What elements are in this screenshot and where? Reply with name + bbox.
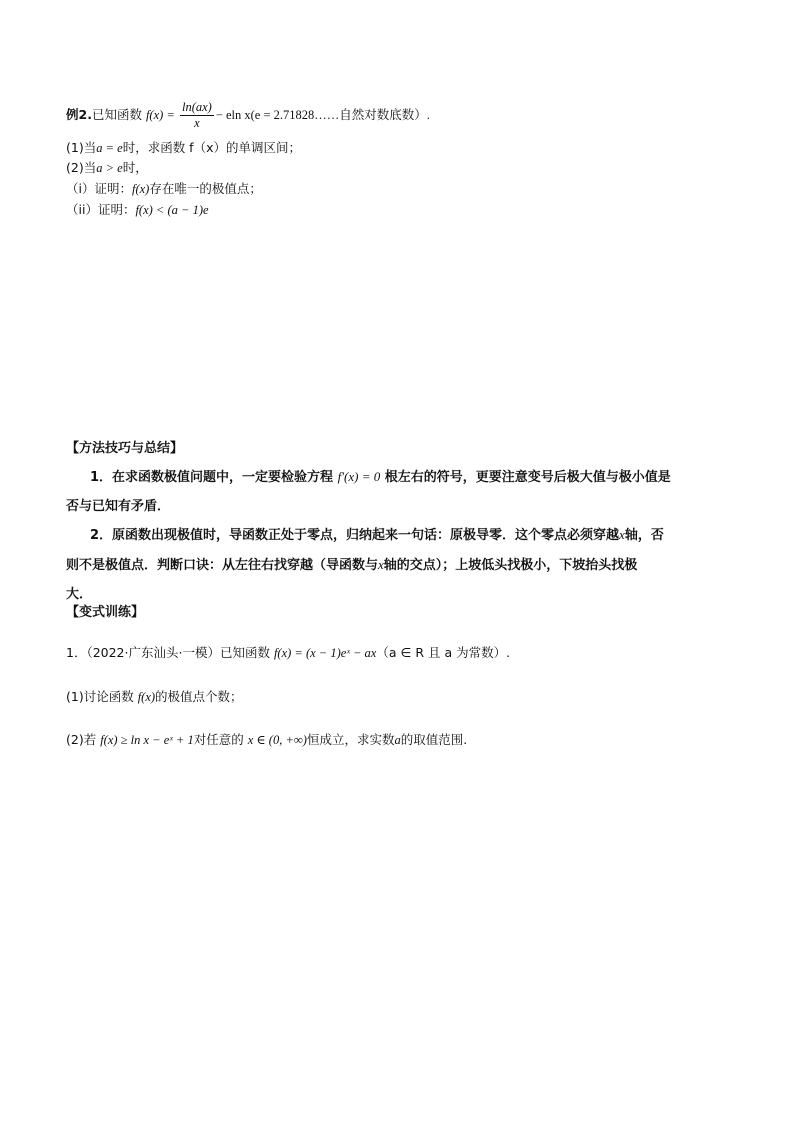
example-label: 例2. [66, 107, 92, 122]
q1-condition: （a ∈ R 且 a 为常数）. [376, 645, 511, 660]
item1-equation: f′(x) = 0 [337, 469, 381, 484]
item2-text-a: 2．原函数出现极值时，导函数正处于零点，归纳起来一句话：原极导零．这个零点必须穿越 [90, 528, 620, 543]
q1-p2-inequality: f(x) ≥ ln x − eˣ + 1 [100, 733, 194, 747]
item1-text-c: 否与已知有矛盾． [66, 499, 171, 514]
method-item-1 [66, 462, 726, 521]
example-stem-prefix: 已知函数 [91, 107, 146, 122]
part2-prefix: (2)当 [66, 160, 97, 175]
example-sub-i [66, 180, 262, 198]
q1-p2-domain: x ∈ (0, +∞) [247, 733, 307, 747]
q1-p1-function: f(x) [137, 690, 156, 704]
sub-ii-prefix: （ii）证明： [66, 202, 136, 217]
method-item-2 [66, 520, 726, 609]
sub-i-function: f(x) [131, 182, 150, 196]
method-heading: 【方法技巧与总结】 [66, 441, 184, 456]
function-lhs: f(x) = [145, 108, 178, 122]
item2-text-f: 大． [66, 587, 93, 602]
item2-text-c: 则不是极值点．判断口诀：从左往右找穿越（导函数与 [66, 558, 379, 573]
q1-prefix: 1．（2022·广东汕头·一模）已知函数 [66, 645, 274, 660]
sub-i-suffix: 存在唯一的极值点； [149, 181, 262, 196]
q1-p2-a: a [394, 733, 401, 747]
variant-question-1-part-2 [66, 731, 467, 749]
item2-x-2: x [378, 557, 384, 572]
q1-p2-suffix: 恒成立，求实数 [306, 732, 395, 747]
variant-question-1 [66, 644, 510, 662]
part1-suffix: 时，求函数 f（x）的单调区间； [122, 140, 301, 155]
q1-p2-mid: 对任意的 [193, 732, 248, 747]
example-sub-ii [66, 201, 209, 219]
part1-prefix: (1)当 [66, 140, 97, 155]
item1-text-b: 根左右的符号，更要注意变号后极大值与极小值是 [380, 470, 671, 485]
q1-p1-suffix: 的极值点个数； [155, 689, 243, 704]
part2-suffix: 时， [122, 160, 148, 175]
example-part-2 [66, 159, 148, 177]
example-stem [66, 100, 430, 131]
sub-i-prefix: （i）证明： [66, 181, 132, 196]
q1-p1-prefix: (1)讨论函数 [66, 689, 138, 704]
sub-ii-expression: f(x) < (a − 1)e [135, 203, 209, 217]
item1-text-a: 1．在求函数极值问题中，一定要检验方程 [90, 470, 338, 485]
fraction-numerator: ln(ax) [181, 100, 212, 114]
q1-p2-prefix: (2)若 [66, 732, 101, 747]
part1-condition: a = e [96, 141, 123, 155]
q1-p2-end: 的取值范围. [400, 732, 468, 747]
item2-x: x [619, 527, 625, 542]
item2-text-b: 轴，否 [624, 528, 664, 543]
variant-heading: 【变式训练】 [66, 605, 145, 620]
example-stem-tail: − eln x(e = 2.71828……自然对数底数）. [215, 108, 430, 122]
example-part-1 [66, 139, 301, 157]
part2-condition: a > e [96, 161, 123, 175]
fraction-denominator: x [194, 116, 200, 130]
variant-question-1-part-1 [66, 688, 243, 706]
q1-function: f(x) = (x − 1)eˣ − ax [273, 646, 377, 660]
fraction [180, 100, 214, 131]
item2-text-e: 轴的交点）；上坡低头找极小，下坡抬头找极 [383, 558, 638, 573]
